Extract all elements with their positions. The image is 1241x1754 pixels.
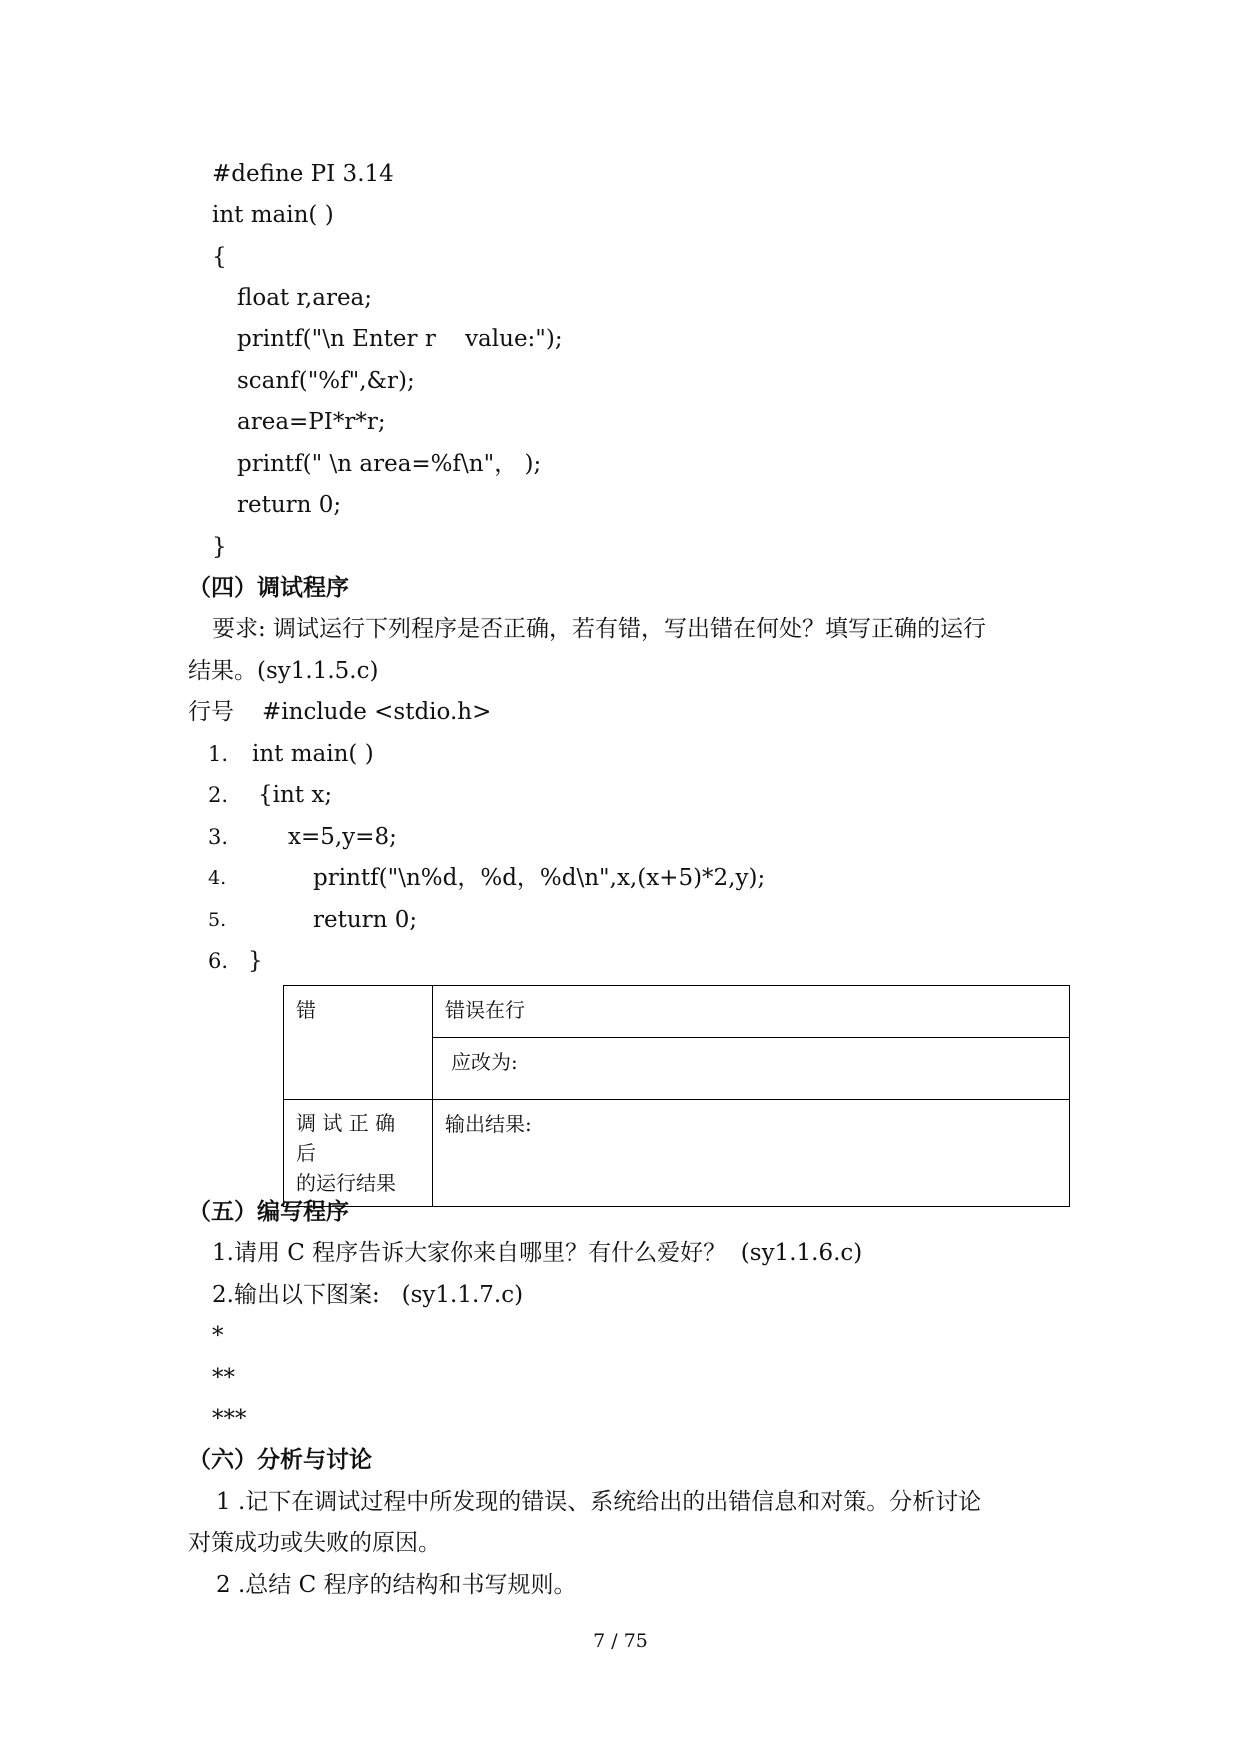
code-line-area: area=PI*r*r; — [237, 409, 386, 435]
error-label-cell — [284, 986, 433, 1100]
line-number: 1. — [208, 742, 229, 766]
section-6-item1-line2: 对策成功或失败的原因。 — [188, 1530, 441, 1556]
section-5-item2: 2.输出以下图案: (sy1.1.7.c) — [212, 1282, 524, 1308]
line-number: 2. — [208, 783, 229, 807]
debug-table — [283, 985, 1070, 1207]
code-line: } — [248, 948, 263, 974]
section-6-item2: 2 .总结 C 程序的结构和书写规则。 — [216, 1572, 577, 1598]
section-5-item1: 1.请用 C 程序告诉大家你来自哪里？有什么爱好？ (sy1.1.6.c) — [212, 1240, 863, 1266]
section-4-requirement-line2: 结果。(sy1.1.5.c) — [188, 658, 379, 684]
code-line-scanf: scanf("%f",&r); — [237, 368, 415, 394]
line-number: 3. — [208, 825, 229, 849]
error-line-label: 错误在行 — [445, 998, 525, 1022]
code-line: x=5,y=8; — [288, 824, 397, 850]
code-line-return: return 0; — [237, 492, 342, 518]
section-6-item1-line1: 1 .记下在调试过程中所发现的错误、系统给出的出错信息和对策。分析讨论 — [216, 1489, 982, 1515]
result-label-line1: 调 试 正 确 后 — [296, 1111, 396, 1165]
error-line-cell[interactable] — [433, 986, 1070, 1038]
result-label-cell — [284, 1100, 433, 1207]
result-label-line2: 的运行结果 — [296, 1171, 396, 1195]
code-line-open-brace: { — [212, 244, 227, 270]
code-line-printf-enter: printf("\n Enter r value:"); — [237, 326, 563, 352]
error-label: 错 — [296, 998, 316, 1022]
code-line-main: int main( ) — [212, 202, 334, 228]
line-number-label: 行号 — [188, 699, 234, 725]
pattern-line: ** — [212, 1365, 235, 1391]
line-number: 4. — [208, 867, 227, 889]
fix-label: 应改为: — [451, 1050, 518, 1074]
output-label: 输出结果: — [445, 1112, 532, 1136]
code-line: printf("\n%d，%d，%d\n",x,(x+5)*2,y); — [313, 865, 766, 891]
fix-cell[interactable] — [433, 1038, 1070, 1100]
pattern-line: * — [212, 1323, 224, 1349]
code-line-define: #define PI 3.14 — [212, 161, 394, 187]
code-line: {int x; — [258, 782, 333, 808]
code-line-float: float r,area; — [237, 285, 373, 311]
code-line-include: #include <stdio.h> — [262, 699, 492, 725]
section-6-title: （六）分析与讨论 — [188, 1446, 372, 1473]
section-5-title: （五）编写程序 — [188, 1198, 349, 1225]
line-number: 5. — [208, 909, 227, 931]
section-4-title: （四）调试程序 — [188, 574, 349, 601]
code-line-printf-area: printf(" \n area=%f\n"， ); — [237, 451, 542, 477]
page-number: 7 / 75 — [593, 1630, 648, 1652]
output-cell[interactable] — [433, 1100, 1070, 1207]
pattern-line: *** — [212, 1406, 247, 1432]
line-number: 6. — [208, 949, 229, 973]
code-line: return 0; — [313, 907, 418, 933]
code-line-close-brace: } — [212, 534, 227, 560]
code-line: int main( ) — [252, 741, 374, 767]
section-4-requirement-line1: 要求: 调试运行下列程序是否正确，若有错，写出错在何处？填写正确的运行 — [212, 616, 987, 642]
